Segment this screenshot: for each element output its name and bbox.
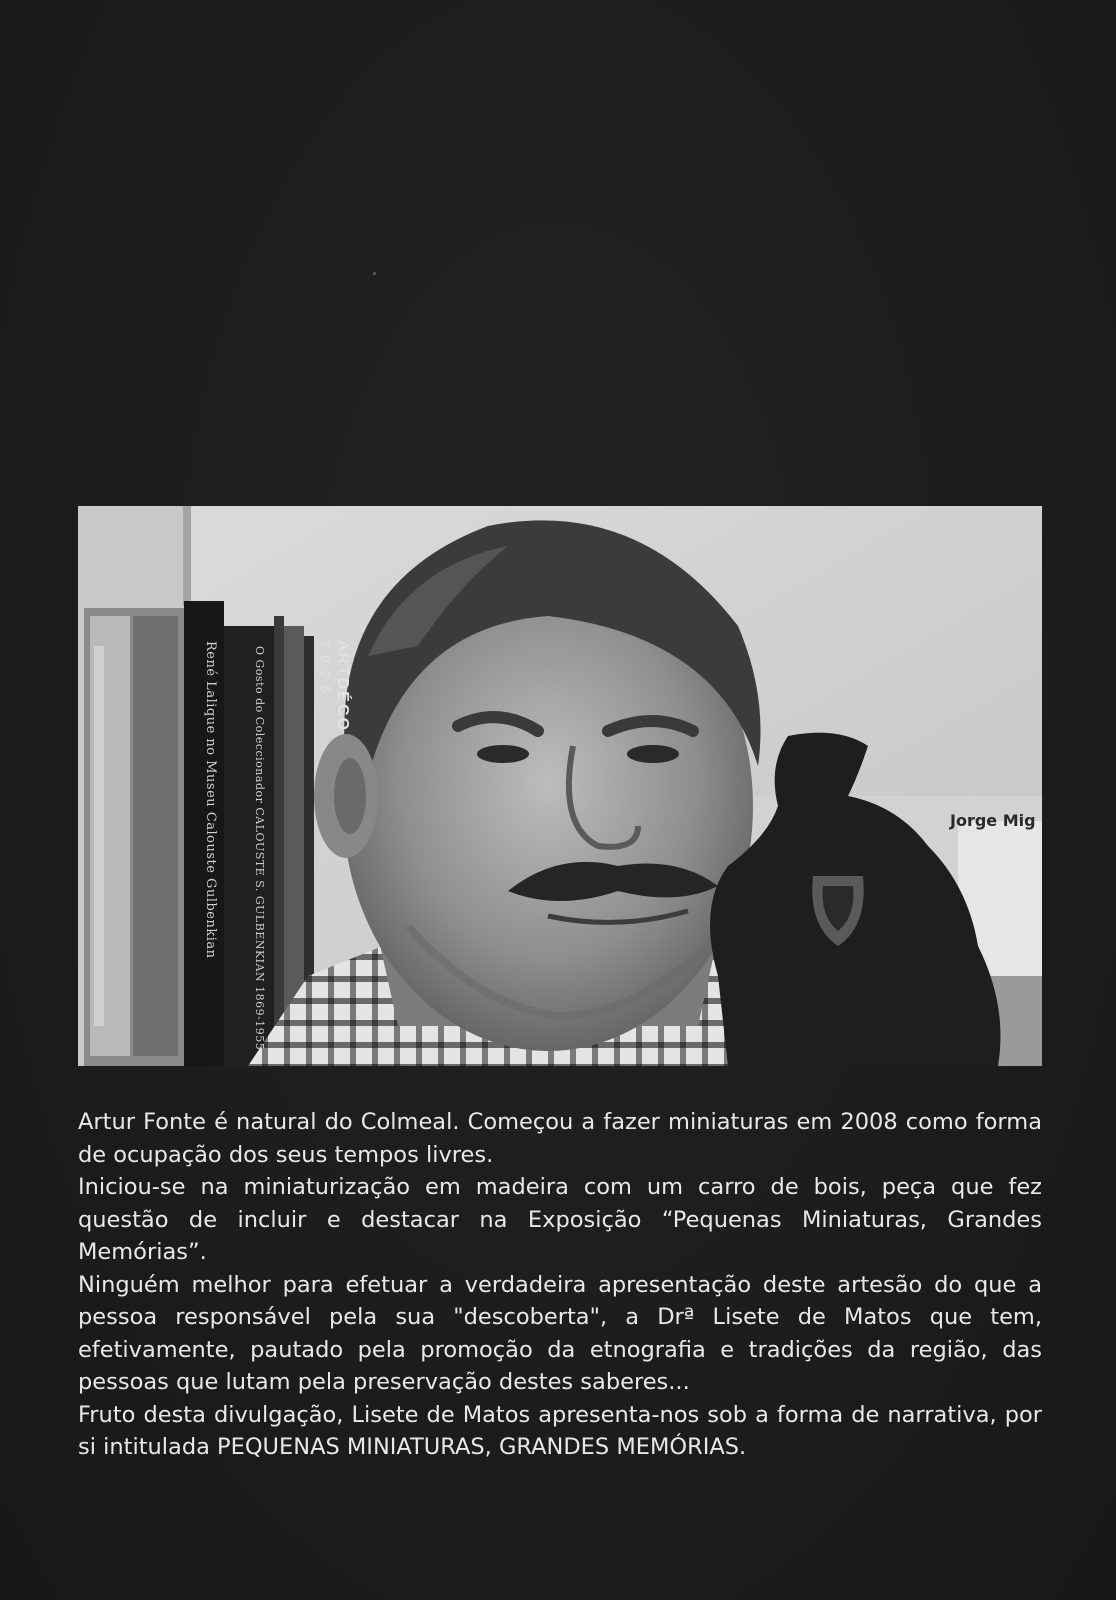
book-spine-title: O Gosto do Coleccionador CALOUSTE S. GULBENKIAN 1869-1955 [253,646,266,1051]
paragraph: Artur Fonte é natural do Colmeal. Começou a fazer miniaturas em 2008 como forma de ocupação dos seus tempos livres. [78,1109,1042,1168]
book-spine-title: René Lalique no Museu Calouste Gulbenkian [203,641,218,959]
artdeco-year [318,640,333,670]
paragraph: Ninguém melhor para efetuar a verdadeira apresentação deste artesão do que a pessoa responsável pela sua "descoberta", a Drª Lisete de Matos que tem, efetivamente, pautado pela promoção da etnografia e tradições da região, das pessoas que lutam pela preservação destes saberes... [78,1271,1042,1395]
background-sign-text: Jorge Mig [950,811,1036,830]
book-spine-artdeco [318,640,351,732]
artdeco-emph: DÉCO [334,677,351,732]
dust-speck [373,272,376,275]
portrait-photo [78,506,1042,1066]
portrait-illustration [78,506,1042,1066]
paragraph: Fruto desta divulgação, Lisete de Matos apresenta-nos sob a forma de narrativa, por si intitulada PEQUENAS MINIATURAS, GRANDES MEMÓRIAS. [78,1401,1042,1460]
paragraph: Iniciou-se na miniaturização em madeira com um carro de bois, peça que fez questão de incluir e destacar na Exposição “Pequenas Miniaturas, Grandes Memórias”. [78,1174,1042,1265]
biography-text [78,1106,1042,1464]
artdeco-word: ART [334,640,351,678]
